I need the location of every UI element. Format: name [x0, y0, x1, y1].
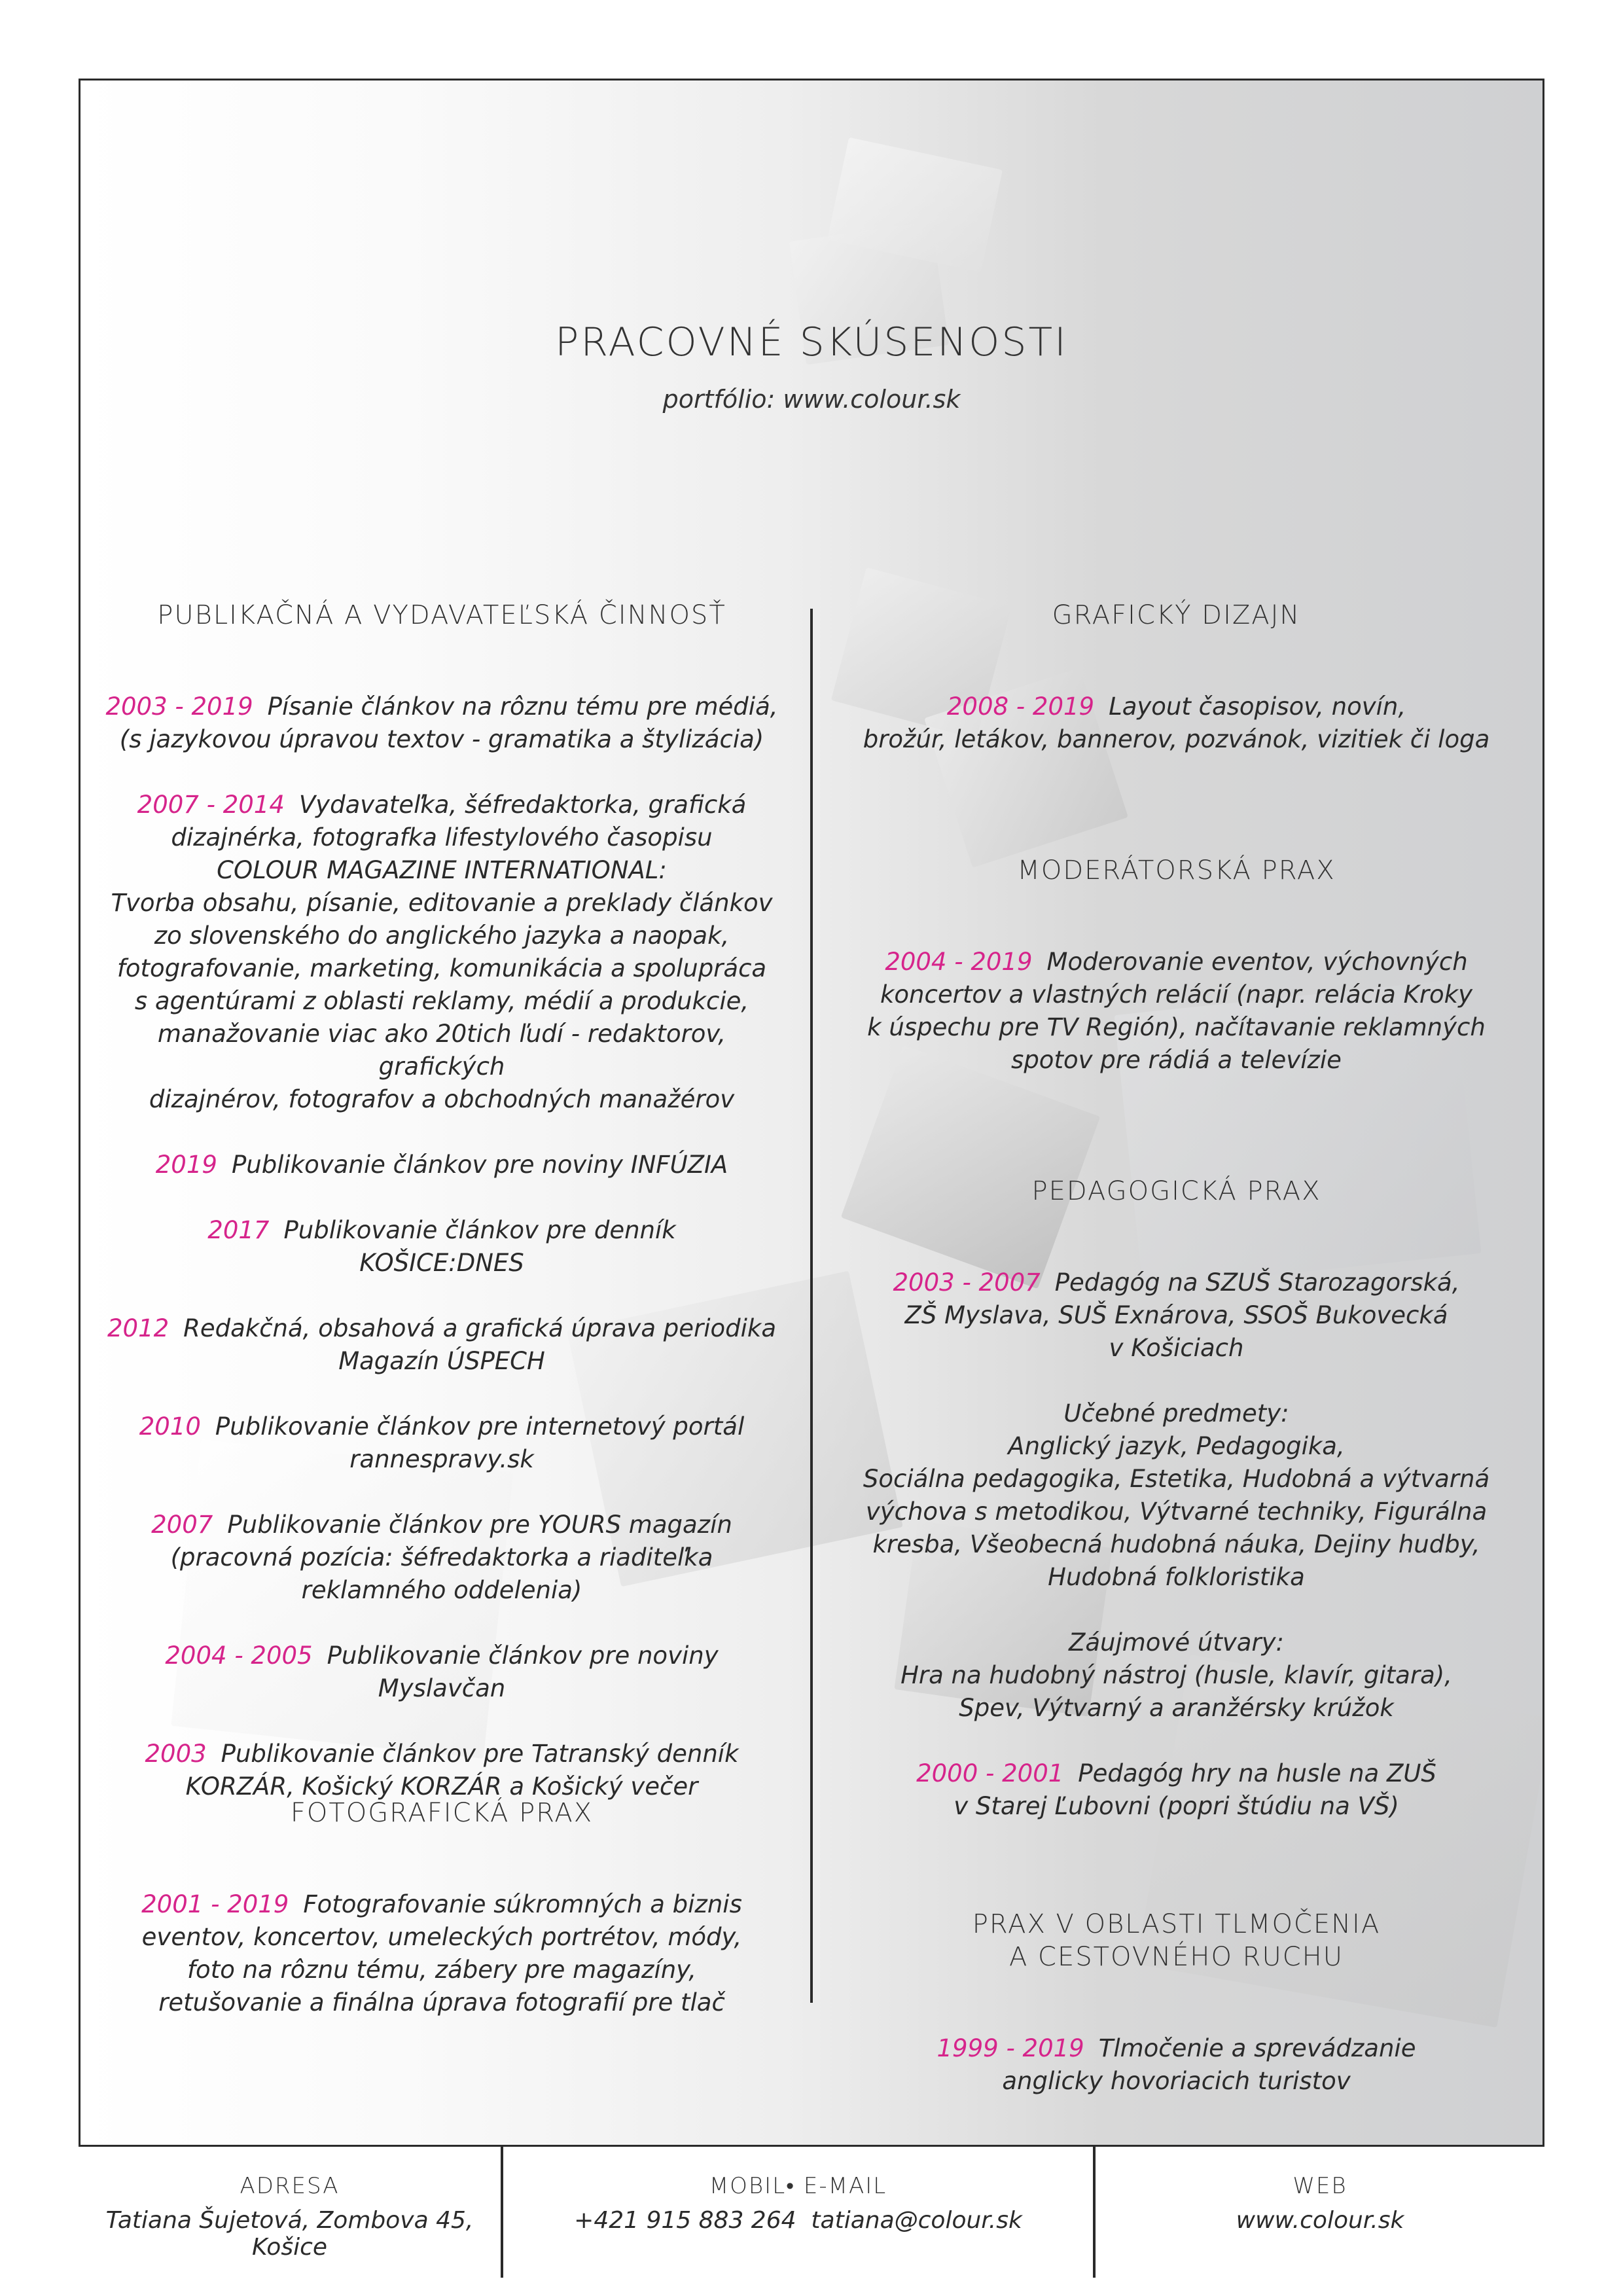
entry-line: KORZÁR, Košický KORZÁR a Košický večer — [185, 1772, 698, 1801]
entry-line: Písanie článkov na rôznu tému pre médiá, — [267, 692, 778, 721]
entry-line: Pedagóg na SZUŠ Starozagorská, — [1054, 1268, 1460, 1297]
entry-line: Layout časopisov, novín, — [1109, 692, 1406, 721]
entry-line: ZŠ Myslava, SUŠ Exnárova, SSOŠ Bukovecká — [904, 1301, 1448, 1329]
entry-line: Moderovanie eventov, výchovných — [1046, 948, 1468, 976]
entry-line: koncertov a vlastných relácií (napr. relácia Kroky — [880, 980, 1472, 1009]
entry-line: manažovanie viac ako 20tich ľudí - redaktorov, grafických — [157, 1020, 726, 1081]
entry-line: kresba, Všeobecná hudobná náuka, Dejiny hudby, — [872, 1530, 1480, 1558]
entry-year: 2003 - 2007 — [893, 1268, 1041, 1297]
entry-line: Vydavateľka, šéfredaktorka, grafická — [298, 791, 747, 819]
entry-line: spotov pre rádiá a televízie — [1011, 1046, 1342, 1074]
entry-year: 2008 - 2019 — [946, 692, 1095, 721]
experience-entry — [828, 1757, 1525, 1823]
contact-values — [503, 2207, 1093, 2234]
entry-line: rannespravy.sk — [349, 1445, 534, 1473]
entry-year: 2004 - 2005 — [165, 1641, 313, 1670]
address-value: Tatiana Šujetová, Zombova 45, Košice — [105, 2207, 474, 2261]
entry-year: 2004 - 2019 — [885, 948, 1033, 976]
entry-line: brožúr, letákov, bannerov, pozvánok, vizitiek či loga — [863, 725, 1490, 753]
experience-entry — [98, 1640, 785, 1705]
experience-entry — [98, 691, 785, 756]
entry-year: 2003 - 2019 — [105, 692, 253, 721]
entry-year: 2007 - 2014 — [137, 791, 285, 819]
right-column — [828, 599, 1525, 2098]
section-heading-design: GRAFICKÝ DIZAJN — [1052, 600, 1301, 630]
entry-line: Publikovanie článkov pre internetový portál — [215, 1412, 745, 1441]
entry-line: anglicky hovoriacich turistov — [1002, 2067, 1351, 2095]
entry-line: Magazín ÚSPECH — [338, 1347, 545, 1375]
entry-line: Záujmové útvary: — [1069, 1628, 1284, 1657]
page-title: PRACOVNÉ SKÚSENOSTI — [555, 319, 1068, 365]
heading-line: A CESTOVNÉHO RUCHU — [1008, 1942, 1344, 1972]
entry-line: Publikovanie článkov pre denník — [283, 1216, 676, 1244]
entry-line: Učebné predmety: — [1063, 1399, 1289, 1427]
heading-line: PRAX V OBLASTI TLMOČENIA — [972, 1909, 1381, 1939]
entry-line: Publikovanie článkov pre noviny Myslavčan — [327, 1641, 719, 1702]
entry-line: Tlmočenie a sprevádzanie — [1098, 2034, 1416, 2062]
email-link[interactable]: tatiana@colour.sk — [811, 2207, 1022, 2234]
entry-line: Publikovanie článkov pre Tatranský denník — [221, 1740, 739, 1768]
experience-entry — [98, 1214, 785, 1280]
entry-line: Publikovanie článkov pre noviny INFÚZIA — [231, 1151, 728, 1179]
address-label: ADRESA — [240, 2173, 340, 2199]
experience-entry — [98, 1888, 785, 2019]
entry-line: (pracovná pozícia: šéfredaktorka a riaditeľka — [170, 1543, 713, 1571]
experience-entry — [98, 789, 785, 1116]
entry-line: Tvorba obsahu, písanie, editovanie a preklady článkov — [111, 889, 773, 917]
subjects-block — [828, 1397, 1525, 1594]
entry-year: 2017 — [207, 1216, 270, 1244]
footer — [0, 2147, 1623, 2296]
contact-label: MOBIL• E-MAIL — [709, 2173, 887, 2199]
entry-line: Pedagóg hry na husle na ZUŠ — [1078, 1759, 1436, 1787]
entry-year: 1999 - 2019 — [936, 2034, 1084, 2062]
left-column — [98, 599, 785, 1803]
experience-entry — [98, 1738, 785, 1803]
entry-line: Hudobná folkloristika — [1048, 1563, 1305, 1591]
experience-entry — [828, 946, 1525, 1077]
entry-line: dizajnérov, fotografov a obchodných manažérov — [149, 1085, 735, 1113]
section-heading-interpreting — [828, 1908, 1525, 1973]
portfolio-link[interactable]: portfólio: www.colour.sk — [662, 385, 961, 414]
entry-line: eventov, koncertov, umeleckých portrétov, módy, — [141, 1923, 742, 1951]
entry-line: Redakčná, obsahová a grafická úprava periodika — [183, 1314, 777, 1342]
section-heading-moderation: MODERÁTORSKÁ PRAX — [1017, 855, 1336, 886]
entry-line: foto na rôznu tému, zábery pre magazíny, — [187, 1956, 696, 1984]
entry-line: Anglický jazyk, Pedagogika, — [1008, 1432, 1345, 1460]
entry-line: v Starej Ľubovni (popri štúdiu na VŠ) — [954, 1792, 1399, 1820]
entry-line: retušovanie a finálna úprava fotografií pre tlač — [158, 1988, 725, 2017]
entry-line: Spev, Výtvarný a aranžérsky krúžok — [959, 1694, 1394, 1722]
footer-contact — [503, 2173, 1093, 2234]
entry-line: výchova s metodikou, Výtvarné techniky, Figurálna — [865, 1498, 1488, 1526]
entry-year: 2003 — [145, 1740, 207, 1768]
entry-line: Hra na hudobný nástroj (husle, klavír, gitara), — [901, 1661, 1452, 1689]
column-divider — [810, 609, 813, 2003]
entry-line: (s jazykovou úpravou textov - gramatika a štylizácia) — [119, 725, 764, 753]
experience-entry — [98, 1149, 785, 1181]
experience-entry — [98, 1312, 785, 1378]
section-heading-pedagogy: PEDAGOGICKÁ PRAX — [1031, 1176, 1321, 1206]
web-label: WEB — [1293, 2173, 1347, 2199]
entry-line: v Košiciach — [1109, 1334, 1244, 1362]
entry-line: Publikovanie článkov pre YOURS magazín — [227, 1511, 732, 1539]
entry-year: 2010 — [139, 1412, 201, 1441]
footer-web — [1096, 2173, 1544, 2234]
entry-year: 2012 — [107, 1314, 169, 1342]
section-heading-photography: FOTOGRAFICKÁ PRAX — [290, 1798, 594, 1828]
experience-entry — [828, 691, 1525, 756]
entry-line: fotografovanie, marketing, komunikácia a spolupráca — [116, 954, 767, 982]
left-column-photography — [98, 1797, 785, 2019]
section-heading-publishing: PUBLIKAČNÁ A VYDAVATEĽSKÁ ČINNOSŤ — [157, 600, 726, 630]
entry-line: zo slovenského do anglického jazyka a naopak, — [154, 922, 730, 950]
entry-line: k úspechu pre TV Región), načítavanie reklamných — [867, 1013, 1486, 1041]
experience-entry — [828, 2032, 1525, 2098]
phone-link[interactable]: +421 915 883 264 — [574, 2207, 796, 2234]
entry-line: s agentúrami z oblasti reklamy, médií a produkcie, — [134, 987, 749, 1015]
experience-entry — [98, 1410, 785, 1476]
entry-year: 2007 — [151, 1511, 213, 1539]
entry-line: reklamného oddelenia) — [301, 1576, 582, 1604]
footer-address — [79, 2173, 501, 2261]
entry-line: COLOUR MAGAZINE INTERNATIONAL: — [217, 856, 667, 884]
interests-block — [828, 1626, 1525, 1725]
entry-line: dizajnérka, fotografka lifestylového časopisu — [171, 823, 713, 852]
entry-line: Sociálna pedagogika, Estetika, Hudobná a výtvarná — [863, 1465, 1490, 1493]
entry-year: 2000 - 2001 — [916, 1759, 1064, 1787]
web-link[interactable]: www.colour.sk — [1236, 2207, 1404, 2234]
entry-line: KOŠICE:DNES — [359, 1249, 524, 1277]
entry-year: 2001 - 2019 — [141, 1890, 289, 1918]
entry-year: 2019 — [155, 1151, 217, 1179]
entry-line: Fotografovanie súkromných a biznis — [303, 1890, 742, 1918]
experience-entry — [98, 1509, 785, 1607]
experience-entry — [828, 1266, 1525, 1365]
